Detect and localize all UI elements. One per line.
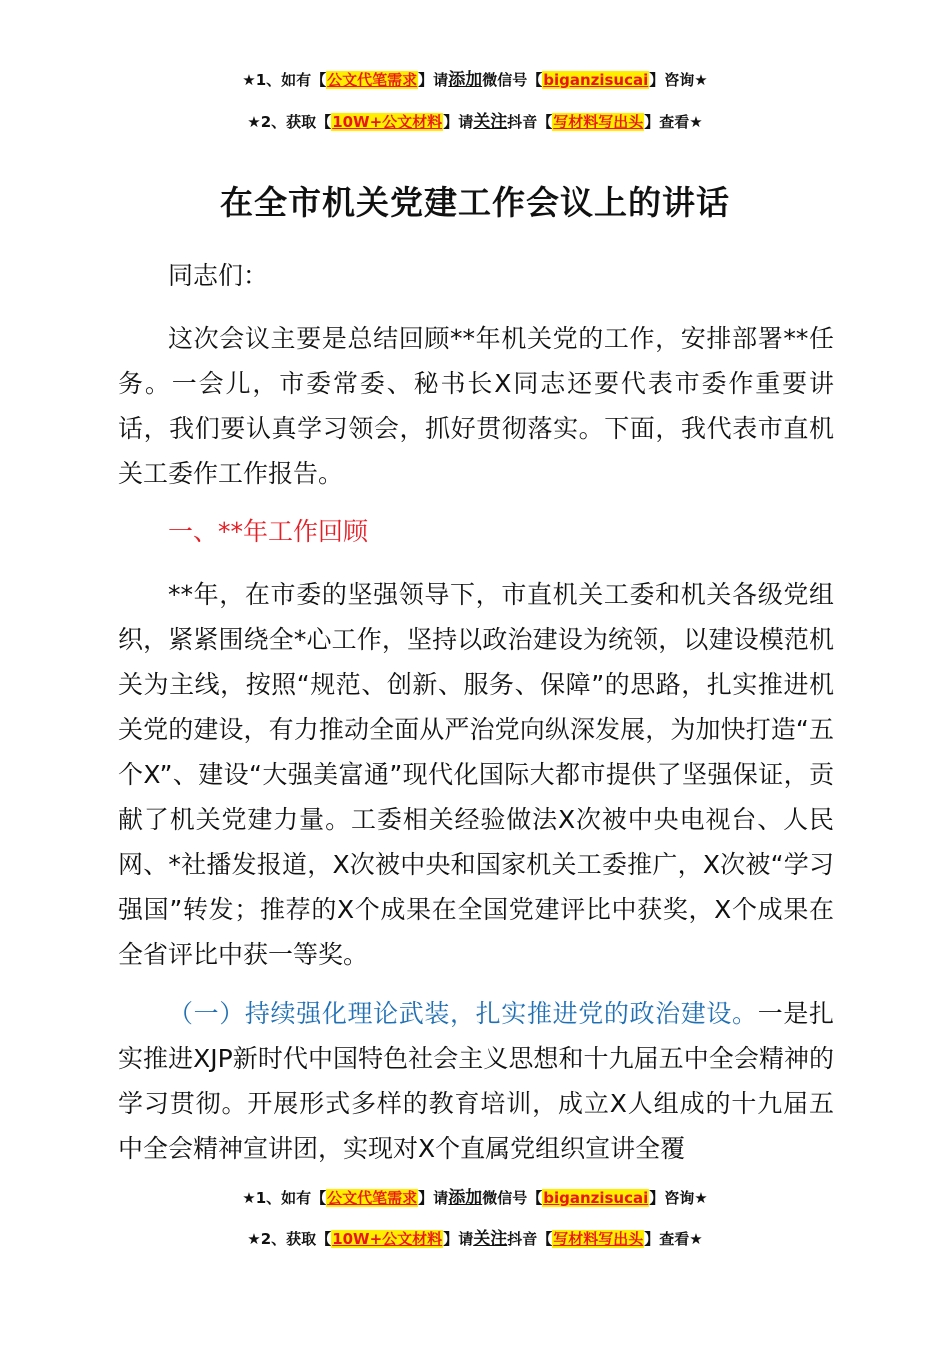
banner-highlight: 公文代笔需求 — [327, 1189, 418, 1207]
banner-text: 】请 — [443, 113, 474, 131]
footer-banner-line-1 — [0, 1187, 950, 1209]
paragraph-text: 这次会议主要是总结回顾**年机关党的工作，安排部署**任务。一会儿，市委常委、秘书长X同志还要代表市委作重要讲话，我们要认真学习领会，抓好贯彻落实。下面，我代表市直机关工委作工作报告。 — [118, 324, 834, 488]
banner-text: 抖音【 — [507, 113, 553, 131]
banner-text: 】请 — [418, 71, 449, 89]
banner-text: 】查看★ — [644, 1230, 703, 1248]
banner-highlight: biganzisucai — [543, 1189, 649, 1207]
paragraph-theory — [118, 991, 834, 1171]
banner-emphasis: 添加 — [448, 1188, 483, 1208]
subsection-heading: （一）持续强化理论武装，扎实推进党的政治建设。 — [168, 999, 758, 1028]
banner-highlight: 写材料写出头 — [553, 1230, 644, 1248]
banner-text: 抖音【 — [507, 1230, 553, 1248]
banner-highlight: 公文代笔需求 — [327, 71, 418, 89]
paragraph-text: 一是扎实推进XJP新时代中国特色社会主义思想和十九届五中全会精神的学习贯彻。开展形式多样的教育培训，成立X人组成的十九届五中全会精神宣讲团，实现对X个直属党组织宣讲全覆 — [118, 999, 834, 1163]
salutation: 同志们： — [168, 261, 269, 290]
banner-highlight: 写材料写出头 — [553, 113, 644, 131]
banner-highlight: 10W+公文材料 — [332, 113, 443, 131]
paragraph-intro — [118, 316, 834, 496]
banner-text: 微信号【 — [482, 1189, 543, 1207]
footer-banner-line-2 — [0, 1228, 950, 1250]
paragraph-text: **年，在市委的坚强领导下，市直机关工委和机关各级党组织，紧紧围绕全*心工作，坚持以政治建设为统领，以建设模范机关为主线，按照“规范、创新、服务、保障”的思路，扎实推进机关党的建设，有力推动全面从严治党向纵深发展，为加快打造“五个X”、建设“大强美富通”现代化国际大都市提供了坚强保证，贡献了机关党建力量。工委相关经验做法X次被中央电视台、人民网、*社播发报道，X次被中央和国家机关工委推广，X次被“学习强国”转发；推荐的X个成果在全国党建评比中获奖，X个成果在全省评比中获一等奖。 — [118, 580, 834, 969]
banner-text: ★2、获取【 — [247, 1230, 332, 1248]
banner-text: 】请 — [418, 1189, 449, 1207]
header-banner-line-1 — [0, 69, 950, 91]
banner-text: 】咨询★ — [649, 1189, 708, 1207]
document-title: 在全市机关党建工作会议上的讲话 — [220, 183, 730, 222]
banner-highlight: biganzisucai — [543, 71, 649, 89]
section-heading: 一、**年工作回顾 — [168, 517, 369, 546]
header-banner-line-2 — [0, 111, 950, 133]
banner-emphasis: 关注 — [473, 112, 508, 132]
banner-text: ★1、如有【 — [242, 1189, 327, 1207]
banner-highlight: 10W+公文材料 — [332, 1230, 443, 1248]
banner-text: ★2、获取【 — [247, 113, 332, 131]
paragraph-review — [118, 572, 834, 977]
banner-text: 】查看★ — [644, 113, 703, 131]
banner-text: ★1、如有【 — [242, 71, 327, 89]
banner-text: 微信号【 — [482, 71, 543, 89]
banner-emphasis: 添加 — [448, 70, 483, 90]
banner-emphasis: 关注 — [473, 1229, 508, 1249]
banner-text: 】咨询★ — [649, 71, 708, 89]
banner-text: 】请 — [443, 1230, 474, 1248]
